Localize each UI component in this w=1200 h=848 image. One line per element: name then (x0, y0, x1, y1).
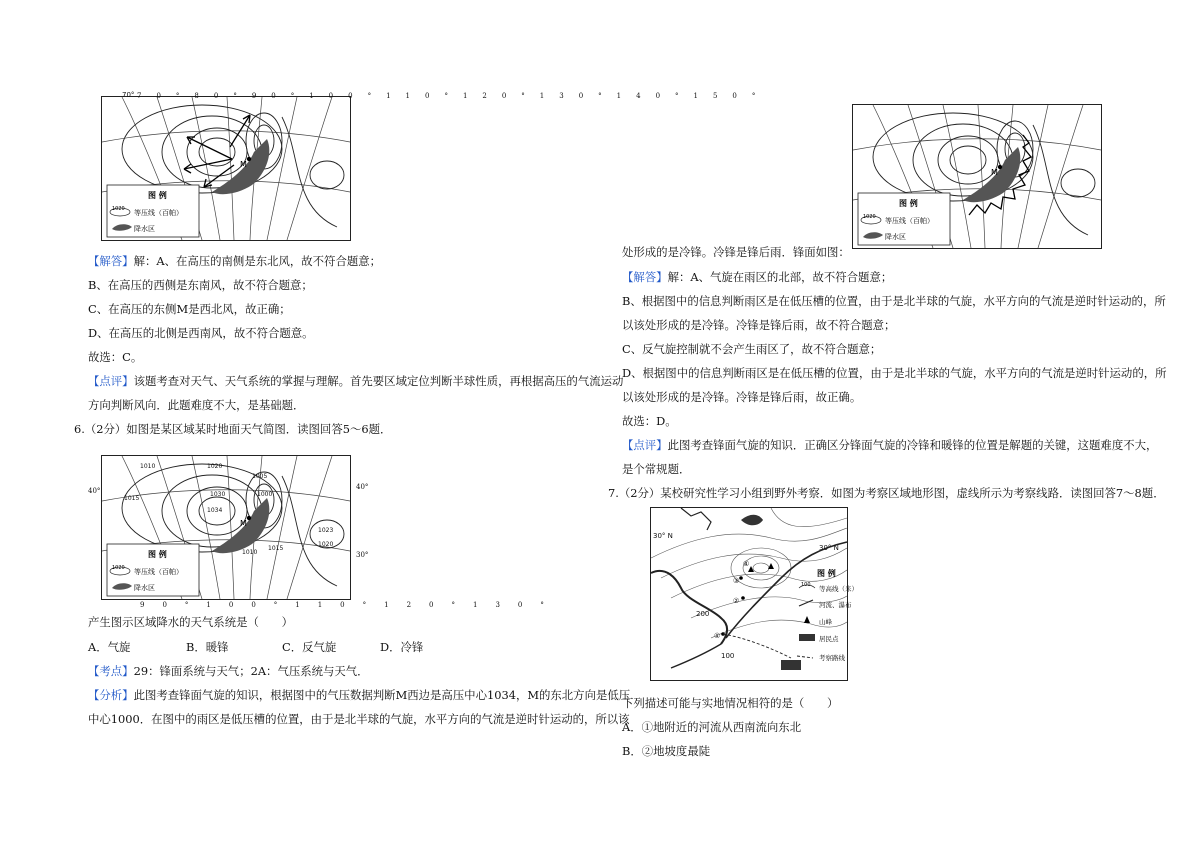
q7-question: 下列描述可能与实地情况相符的是（ ） (622, 696, 839, 710)
q6-option-a[interactable]: A．气旋 (88, 640, 131, 654)
comment-q5-line1: 【点评】该题考查对天气、天气系统的掌握与理解。首先要区域定位判断半球性质，再根据高压的气流运动 (88, 374, 624, 388)
answer-q5-line1: 【解答】解：A、在高压的南侧是东北风，故不符合题意； (88, 254, 382, 268)
svg-text:降水区: 降水区 (885, 233, 906, 241)
topo-contour-100: 100 (721, 652, 735, 660)
map2-lat-left: 40° (88, 487, 101, 495)
svg-text:等压线（百帕）: 等压线（百帕） (885, 217, 934, 225)
legend-title: 图 例 (148, 191, 167, 200)
q6-option-c[interactable]: C．反气旋 (282, 640, 337, 654)
answer-q6-b1: B、根据图中的信息判断雨区是在低压槽的位置，由于是北半球的气旋，水平方向的气流是逆时针运动的，所 (622, 294, 1166, 308)
q6-fenxi-line2: 中心1000．在图中的雨区是低压槽的位置，由于是北半球的气旋，水平方向的气流是逆时针运动的，所以该 (88, 712, 630, 726)
topo-point-1: ① (714, 632, 721, 640)
svg-text:1023: 1023 (318, 527, 334, 534)
svg-text:降水区: 降水区 (134, 584, 155, 592)
svg-text:70°: 70° (122, 91, 135, 99)
svg-text:M: M (991, 168, 998, 177)
map2-lon-bottom: 90°100°110°120°130° (140, 601, 562, 609)
answer-q6-b2: 以该处形成的是冷锋。冷锋是锋后雨，故不符合题意； (622, 318, 896, 332)
topo-point-4: ④ (743, 560, 750, 568)
topographic-map (650, 507, 858, 681)
q6-options (88, 640, 468, 654)
comment-q6-line1: 【点评】此图考查锋面气旋的知识．正确区分锋面气旋的冷锋和暖锋的位置是解题的关键，这题难度不大， (622, 438, 1158, 452)
topo-legend-peak: 山峰 (819, 618, 832, 626)
topo-legend-settlement: 居民点 (819, 635, 839, 643)
svg-text:1010: 1010 (242, 549, 258, 556)
answer-q5-choice: 故选：C。 (88, 350, 143, 364)
topo-legend-route: 考察路线 (819, 654, 845, 662)
q6-fenxi-line1: 【分析】此图考查锋面气旋的知识，根据图中的气压数据判断M西边是高压中心1034，M的东北方向是低压 (88, 688, 631, 702)
topo-point-2: ② (733, 597, 740, 605)
svg-text:图 例: 图 例 (148, 550, 167, 559)
svg-text:1020: 1020 (863, 214, 876, 220)
legend-isobar-label: 等压线（百帕） (134, 209, 183, 217)
svg-text:1000: 1000 (257, 491, 273, 498)
q7-option-a[interactable]: A．①地附近的河流从西南流向东北 (622, 720, 802, 734)
topo-legend-contour: 等高线（米） (819, 585, 858, 593)
answer-q6-choice: 故选：D。 (622, 414, 677, 428)
comment-q6-line2: 是个常规题． (622, 462, 691, 476)
q6-analysis-cont: 处形成的是冷锋。冷锋是锋后雨．锋面如图： (622, 245, 850, 259)
map2-lat-right-40: 40° (356, 483, 369, 491)
svg-text:1034: 1034 (207, 507, 223, 514)
answer-q5-line2: B、在高压的西侧是东南风，故不符合题意； (88, 278, 313, 292)
topo-legend-river: 河流、瀑布 (819, 601, 852, 609)
q6-kaodian: 【考点】29：锋面系统与天气；2A：气压系统与天气． (88, 664, 369, 678)
weather-map-answer (101, 91, 351, 241)
answer-q6-d1: D、根据图中的信息判断雨区是在低压槽的位置，由于是北半球的气旋，水平方向的气流是逆时针运动的，所 (622, 366, 1167, 380)
topo-point-3: ③ (733, 577, 740, 585)
svg-text:1030: 1030 (210, 491, 226, 498)
answer-q5-line4: D、在高压的北侧是西南风，故不符合题意。 (88, 326, 314, 340)
weather-map-q6 (101, 455, 351, 600)
q7-option-b[interactable]: B．②地坡度最陡 (622, 744, 711, 758)
answer-q6-c: C、反气旋控制就不会产生雨区了，故不符合题意； (622, 342, 882, 356)
svg-text:1020: 1020 (112, 565, 125, 571)
topo-contour-200: 200 (696, 610, 710, 618)
comment-q5-line2: 方向判断风向．此题难度不大，是基础题． (88, 398, 305, 412)
svg-text:1020: 1020 (318, 541, 334, 548)
svg-text:1015: 1015 (268, 545, 284, 552)
q6-option-b[interactable]: B．暖锋 (186, 640, 229, 654)
svg-text:1005: 1005 (252, 473, 268, 480)
answer-q6-d2: 以该处形成的是冷锋。冷锋是锋后雨，故正确。 (622, 390, 862, 404)
legend-rain-label: 降水区 (134, 225, 155, 233)
svg-text:1010: 1010 (140, 463, 156, 470)
weather-map-front (852, 104, 1102, 249)
q6-intro: 6.（2分）如图是某区域某时地面天气简图．读图回答5～6题． (74, 422, 392, 436)
q6-question: 产生图示区域降水的天气系统是（ ） (88, 615, 294, 629)
answer-q6-a: 【解答】解：A、气旋在雨区的北部，故不符合题意； (622, 270, 893, 284)
topo-legend-title: 图 例 (817, 569, 836, 578)
map-point-label: M (240, 160, 247, 169)
topo-lat-left: 30° N (653, 532, 673, 540)
svg-text:图 例: 图 例 (899, 199, 918, 208)
svg-text:100: 100 (801, 582, 811, 588)
svg-text:M: M (240, 519, 247, 528)
map1-lon-top: 70°80°90°100°110°120°130°140°150° (137, 92, 771, 100)
svg-text:等压线（百帕）: 等压线（百帕） (134, 568, 183, 576)
answer-q5-line3: C、在高压的东侧M是西北风，故正确； (88, 302, 291, 316)
q6-option-d[interactable]: D．冷锋 (380, 640, 424, 654)
topo-lat-right: 30° N (819, 544, 839, 552)
svg-text:1020: 1020 (207, 463, 223, 470)
map2-lat-right-30: 30° (356, 551, 369, 559)
svg-text:1020: 1020 (112, 206, 125, 212)
svg-text:1015: 1015 (124, 495, 140, 502)
q7-intro: 7.（2分）某校研究性学习小组到野外考察．如图为考察区域地形图，虚线所示为考察线路．读图回答7～8题． (608, 486, 1165, 500)
